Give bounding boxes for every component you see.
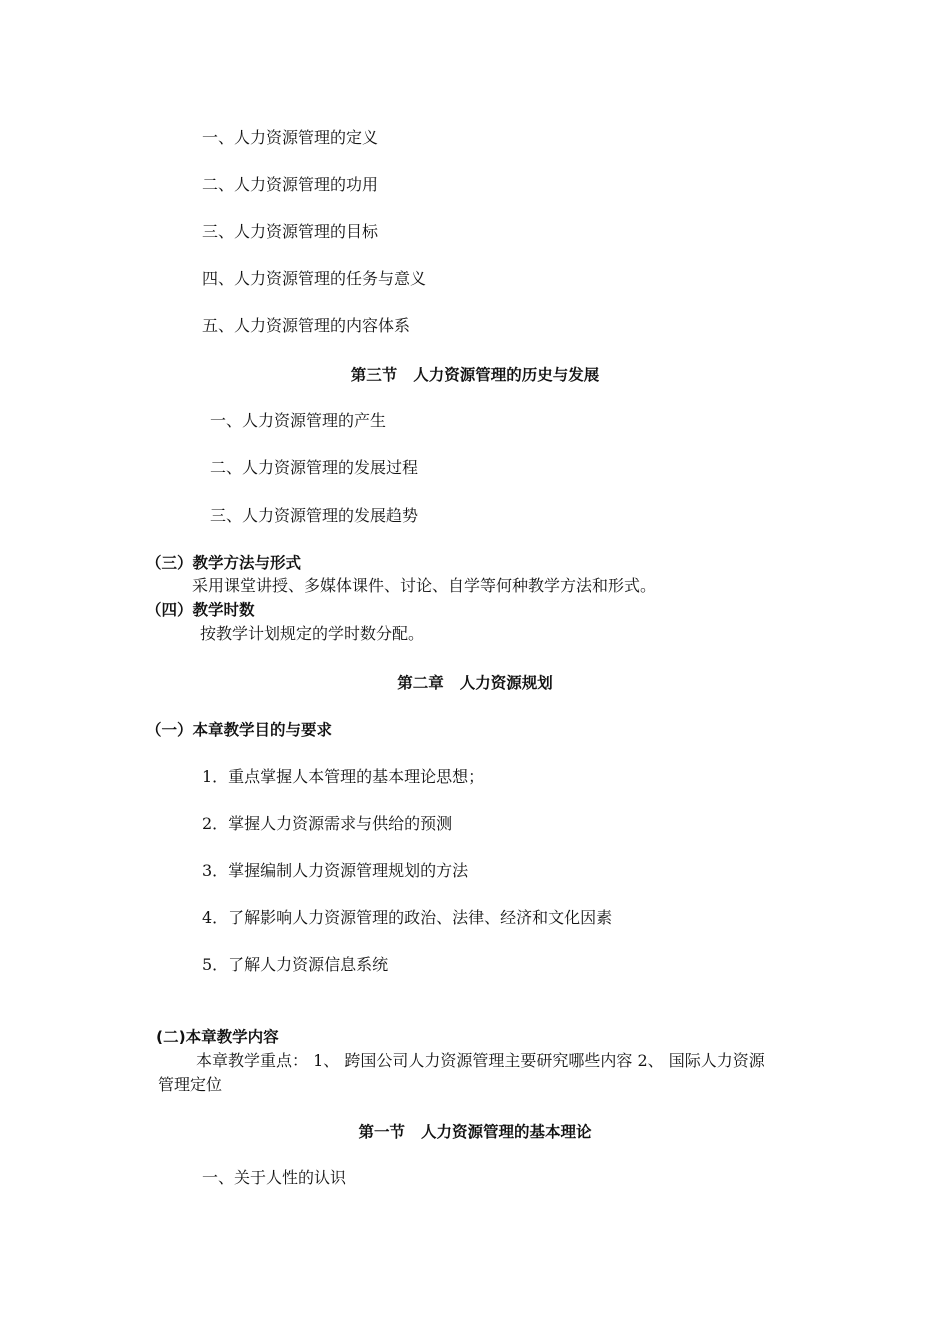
list-item: 3．掌握编制人力资源管理规划的方法 [202, 861, 469, 880]
content-heading: (二)本章教学内容 [156, 1028, 279, 1046]
list-item: 二、人力资源管理的功用 [202, 175, 379, 194]
list-item: 一、人力资源管理的产生 [210, 411, 387, 430]
list-item: 5．了解人力资源信息系统 [202, 955, 389, 974]
section-heading [0, 365, 950, 385]
hours-heading: （四）教学时数 [146, 601, 255, 619]
list-item: 一、关于人性的认识 [202, 1168, 347, 1187]
list-item: 三、人力资源管理的发展趋势 [210, 506, 419, 525]
hours-text: 按教学计划规定的学时数分配。 [200, 624, 425, 643]
section-title: 人力资源管理的历史与发展 [413, 366, 600, 384]
chapter-heading [0, 673, 950, 693]
section-number: 第三节 [350, 366, 398, 384]
methods-heading: （三）教学方法与形式 [146, 554, 302, 572]
methods-text: 采用课堂讲授、多媒体课件、讨论、自学等何种教学方法和形式。 [192, 576, 657, 595]
chapter-title: 人力资源规划 [459, 674, 553, 692]
key-points-text: 本章教学重点： 1、 跨国公司人力资源管理主要研究哪些内容 2、 国际人力资源 [196, 1051, 765, 1070]
section-title: 人力资源管理的基本理论 [421, 1123, 592, 1141]
goals-heading: （一）本章教学目的与要求 [146, 721, 333, 739]
list-item: 1．重点掌握人本管理的基本理论思想； [202, 767, 485, 786]
section-heading [0, 1122, 950, 1142]
section-number: 第一节 [358, 1123, 405, 1141]
list-item: 四、人力资源管理的任务与意义 [202, 269, 427, 288]
list-item: 一、人力资源管理的定义 [202, 128, 379, 147]
chapter-number: 第二章 [397, 674, 444, 692]
list-item: 五、人力资源管理的内容体系 [202, 316, 411, 335]
list-item: 二、人力资源管理的发展过程 [210, 458, 419, 477]
key-points-text-cont: 管理定位 [158, 1075, 223, 1094]
list-item: 三、人力资源管理的目标 [202, 222, 379, 241]
list-item: 2．掌握人力资源需求与供给的预测 [202, 814, 453, 833]
list-item: 4．了解影响人力资源管理的政治、法律、经济和文化因素 [202, 908, 613, 927]
